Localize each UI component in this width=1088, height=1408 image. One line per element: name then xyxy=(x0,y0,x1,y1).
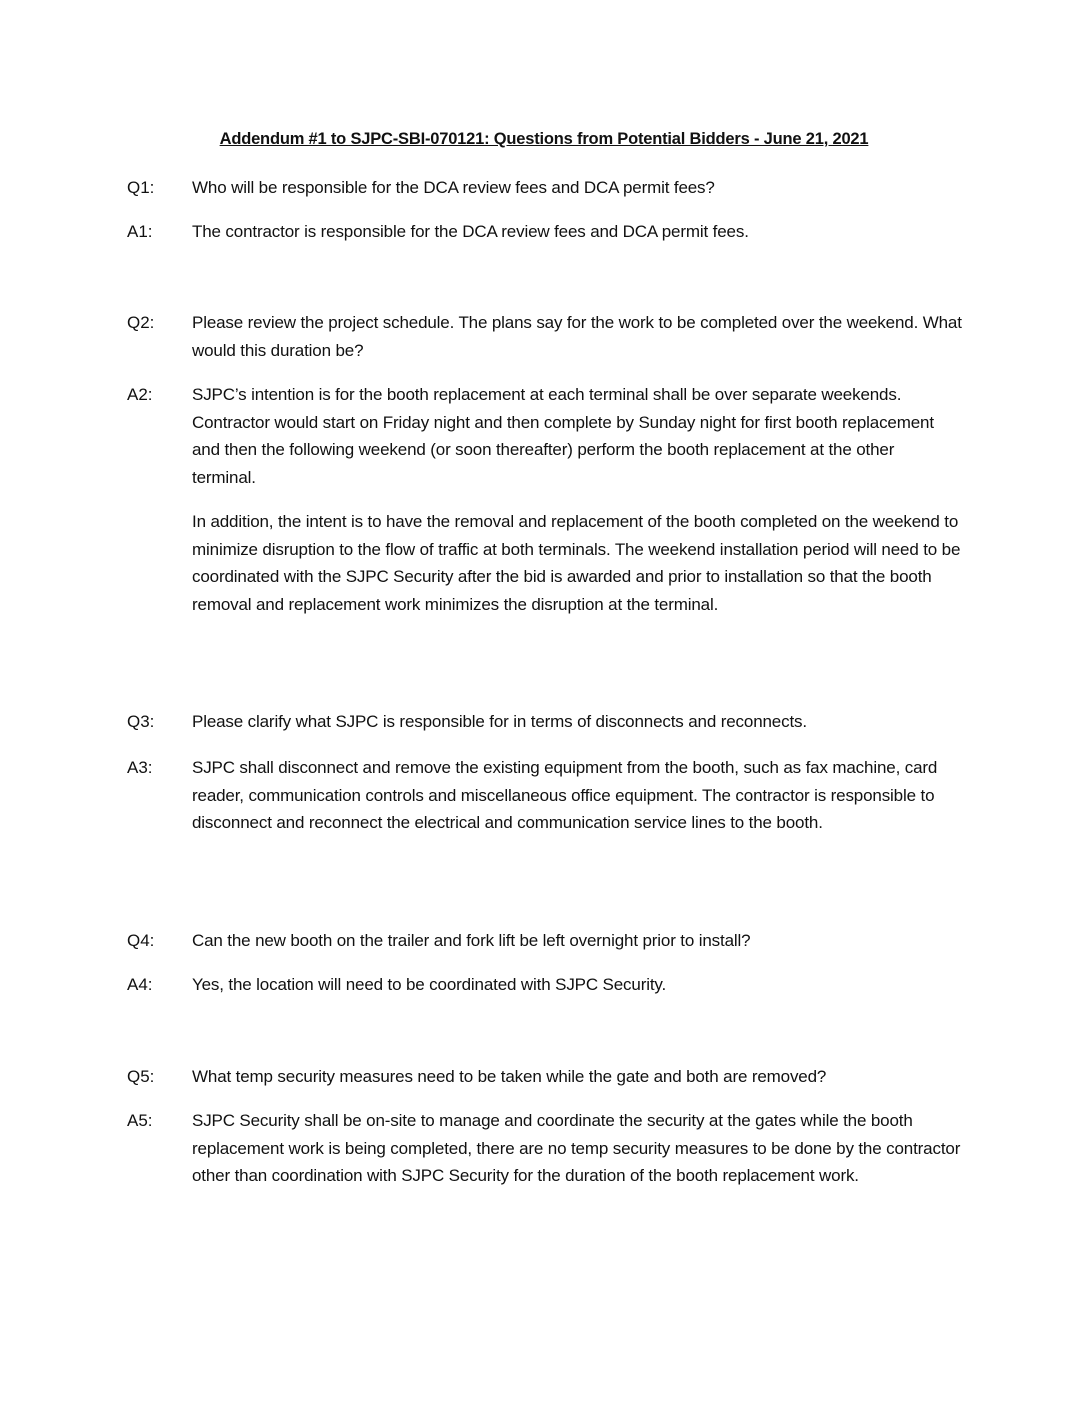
document-title: Addendum #1 to SJPC-SBI-070121: Questions from Potential Bidders - June 21, 2021 xyxy=(219,130,869,148)
qa-text xyxy=(192,309,962,364)
qa-paragraph: Who will be responsible for the DCA review fees and DCA permit fees? xyxy=(192,178,715,197)
qa-text xyxy=(192,218,962,246)
qa-label: A5: xyxy=(127,1111,153,1130)
qa-text xyxy=(192,708,962,736)
qa-text xyxy=(192,971,962,999)
qa-paragraph: SJPC shall disconnect and remove the existing equipment from the booth, such as fax machine, card reader, communication controls and miscellaneous office equipment. The contractor is responsible to disconnect and reconnect the electrical and communication service lines to the booth. xyxy=(192,758,938,832)
qa-label: Q1: xyxy=(127,178,155,197)
qa-text xyxy=(192,174,962,202)
qa-label: A1: xyxy=(127,222,153,241)
qa-paragraph: Yes, the location will need to be coordinated with SJPC Security. xyxy=(192,975,667,994)
qa-label: A3: xyxy=(127,758,153,777)
qa-label: Q3: xyxy=(127,712,155,731)
qa-paragraph: The contractor is responsible for the DCA review fees and DCA permit fees. xyxy=(192,222,749,241)
qa-label: Q5: xyxy=(127,1067,155,1086)
qa-text xyxy=(192,754,962,837)
qa-paragraph: In addition, the intent is to have the removal and replacement of the booth completed on the weekend to minimize disruption to the flow of traffic at both terminals. The weekend installation period will need to be coordinated with the SJPC Security after the bid is awarded and prior to installation so that the booth removal and replacement work minimizes the disruption at the terminal. xyxy=(192,512,961,614)
qa-label: A4: xyxy=(127,975,153,994)
qa-paragraph: SJPC’s intention is for the booth replacement at each terminal shall be over separate weekends. Contractor would start on Friday night and then complete by Sunday night for first booth replacement and then the following weekend (or soon thereafter) perform the booth replacement at the other terminal. xyxy=(192,385,934,487)
qa-text xyxy=(192,1107,962,1190)
qa-paragraph: SJPC Security shall be on-site to manage and coordinate the security at the gates while the booth replacement work is being completed, there are no temp security measures to be done by the contractor other than coordination with SJPC Security for the duration of the booth replacement work. xyxy=(192,1111,961,1185)
qa-text xyxy=(192,1063,962,1091)
qa-label: Q4: xyxy=(127,931,155,950)
qa-label: Q2: xyxy=(127,313,155,332)
qa-label: A2: xyxy=(127,385,153,404)
qa-paragraph: Please clarify what SJPC is responsible for in terms of disconnects and reconnects. xyxy=(192,712,807,731)
qa-paragraph: Can the new booth on the trailer and fork lift be left overnight prior to install? xyxy=(192,931,751,950)
qa-text xyxy=(192,927,962,955)
qa-text xyxy=(192,381,962,618)
qa-paragraph: Please review the project schedule. The plans say for the work to be completed over the weekend. What would this duration be? xyxy=(192,313,962,360)
qa-paragraph: What temp security measures need to be taken while the gate and both are removed? xyxy=(192,1067,827,1086)
